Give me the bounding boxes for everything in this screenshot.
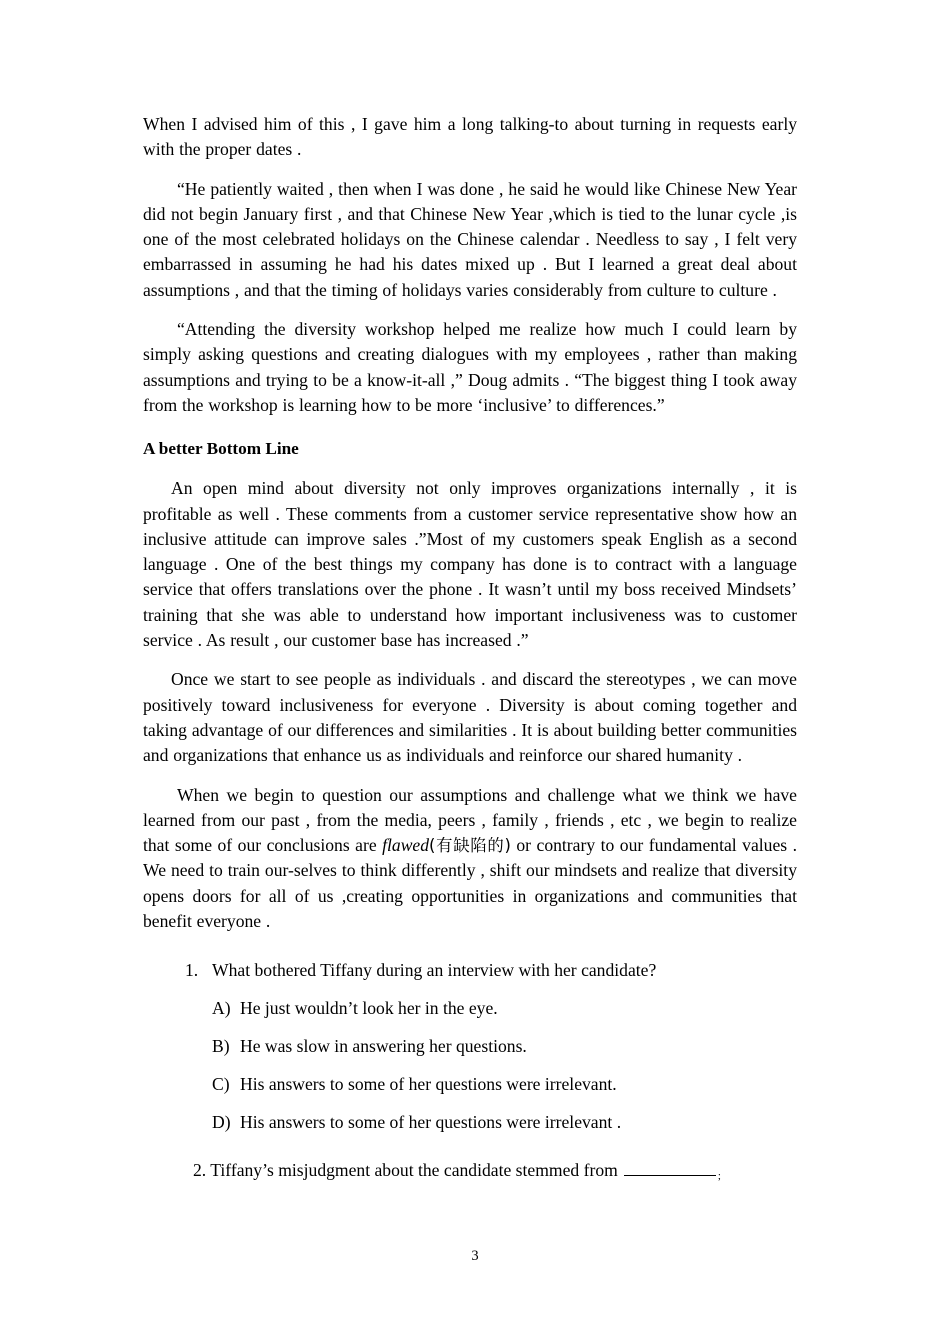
option-b-marker: B) [212,1036,230,1057]
section-heading: A better Bottom Line [143,439,299,459]
question-1-text: What bothered Tiffany during an interview with her candidate? [212,960,657,981]
question-1-option-d[interactable] [143,1110,797,1135]
question-2-trailing-mark: ; [717,1170,721,1183]
option-d-marker: D) [212,1112,231,1133]
page-content [143,112,797,1186]
question-list [143,958,797,1186]
question-2-text: 2. Tiffany’s misjudgment about the candidate stemmed from [193,1160,618,1181]
paragraph-2: “He patiently waited , then when I was done , he said he would like Chinese New Year did not begin January first , and that Chinese New Year ,which is tied to the lunar cycle ,is one of the most celebrated holidays on the Chinese calendar . Needless to say , I felt very embarrassed in assuming he had his dates mixed up . But I learned a great deal about assumptions , and that the timing of holidays varies considerably from culture to culture . [143,178,797,300]
paragraph-6-text-after: or contrary to our fundamental values . We need to train our-selves to think differently , shift our mindsets and realize that diversity opens doors for all of us ,creating opportunities in organizations and communities that benefit everyone . [143,835,798,932]
question-1-marker: 1. [185,960,199,981]
paragraph-4: An open mind about diversity not only improves organizations internally , it is profitable as well . These comments from a customer service representative show how an inclusive attitude can improve sales .”Most of my customers speak English as a second language . One of the best things my company has done is to contract with a language service that offers translations over the phone . It wasn’t until my boss received Mindsets’ training that she was able to understand how important inclusiveness was to customer service . As result , our customer base has increased .” [143,478,797,651]
question-item-2 [143,1158,797,1186]
question-1-option-c[interactable] [143,1072,797,1097]
question-item-1 [143,958,797,983]
option-d-text: His answers to some of her questions were irrelevant . [240,1112,622,1133]
glossed-term: flawed [382,835,430,856]
option-b-text: He was slow in answering her questions. [240,1036,527,1057]
answer-blank-input[interactable] [624,1159,716,1176]
paragraph-5: Once we start to see people as individuals . and discard the stereotypes , we can move positively toward inclusiveness for everyone . Diversity is about coming together and taking advantage of our differences and similarities . It is about building better communities and organizations that enhance us as individuals and reinforce our shared humanity . [143,669,797,766]
page-number: 3 [471,1248,479,1264]
option-a-marker: A) [212,998,231,1019]
question-1-option-b[interactable] [143,1034,797,1059]
paragraph-6-text-before: When we begin to question our assumptions and challenge what we think we have learned from our past , from the media, peers , family , friends , etc , we begin to realize that some of our conclusions are [143,784,797,856]
option-c-marker: C) [212,1074,230,1095]
option-a-text: He just wouldn’t look her in the eye. [240,998,498,1019]
paragraph-1: When I advised him of this , I gave him a long talking-to about turning in requests early with the proper dates . [143,114,797,160]
option-c-text: His answers to some of her questions were irrelevant. [240,1074,617,1095]
paragraph-6 [143,783,797,935]
chinese-gloss: (有缺陷的) [429,836,511,856]
paragraph-3: “Attending the diversity workshop helped me realize how much I could learn by simply asking questions and creating dialogues with my employees , rather than making assumptions and trying to be a know-it-all ,” Doug admits . “The biggest thing I took away from the workshop is learning how to be more ‘inclusive’ to differences.” [143,319,797,415]
question-1-option-a[interactable] [143,996,797,1021]
